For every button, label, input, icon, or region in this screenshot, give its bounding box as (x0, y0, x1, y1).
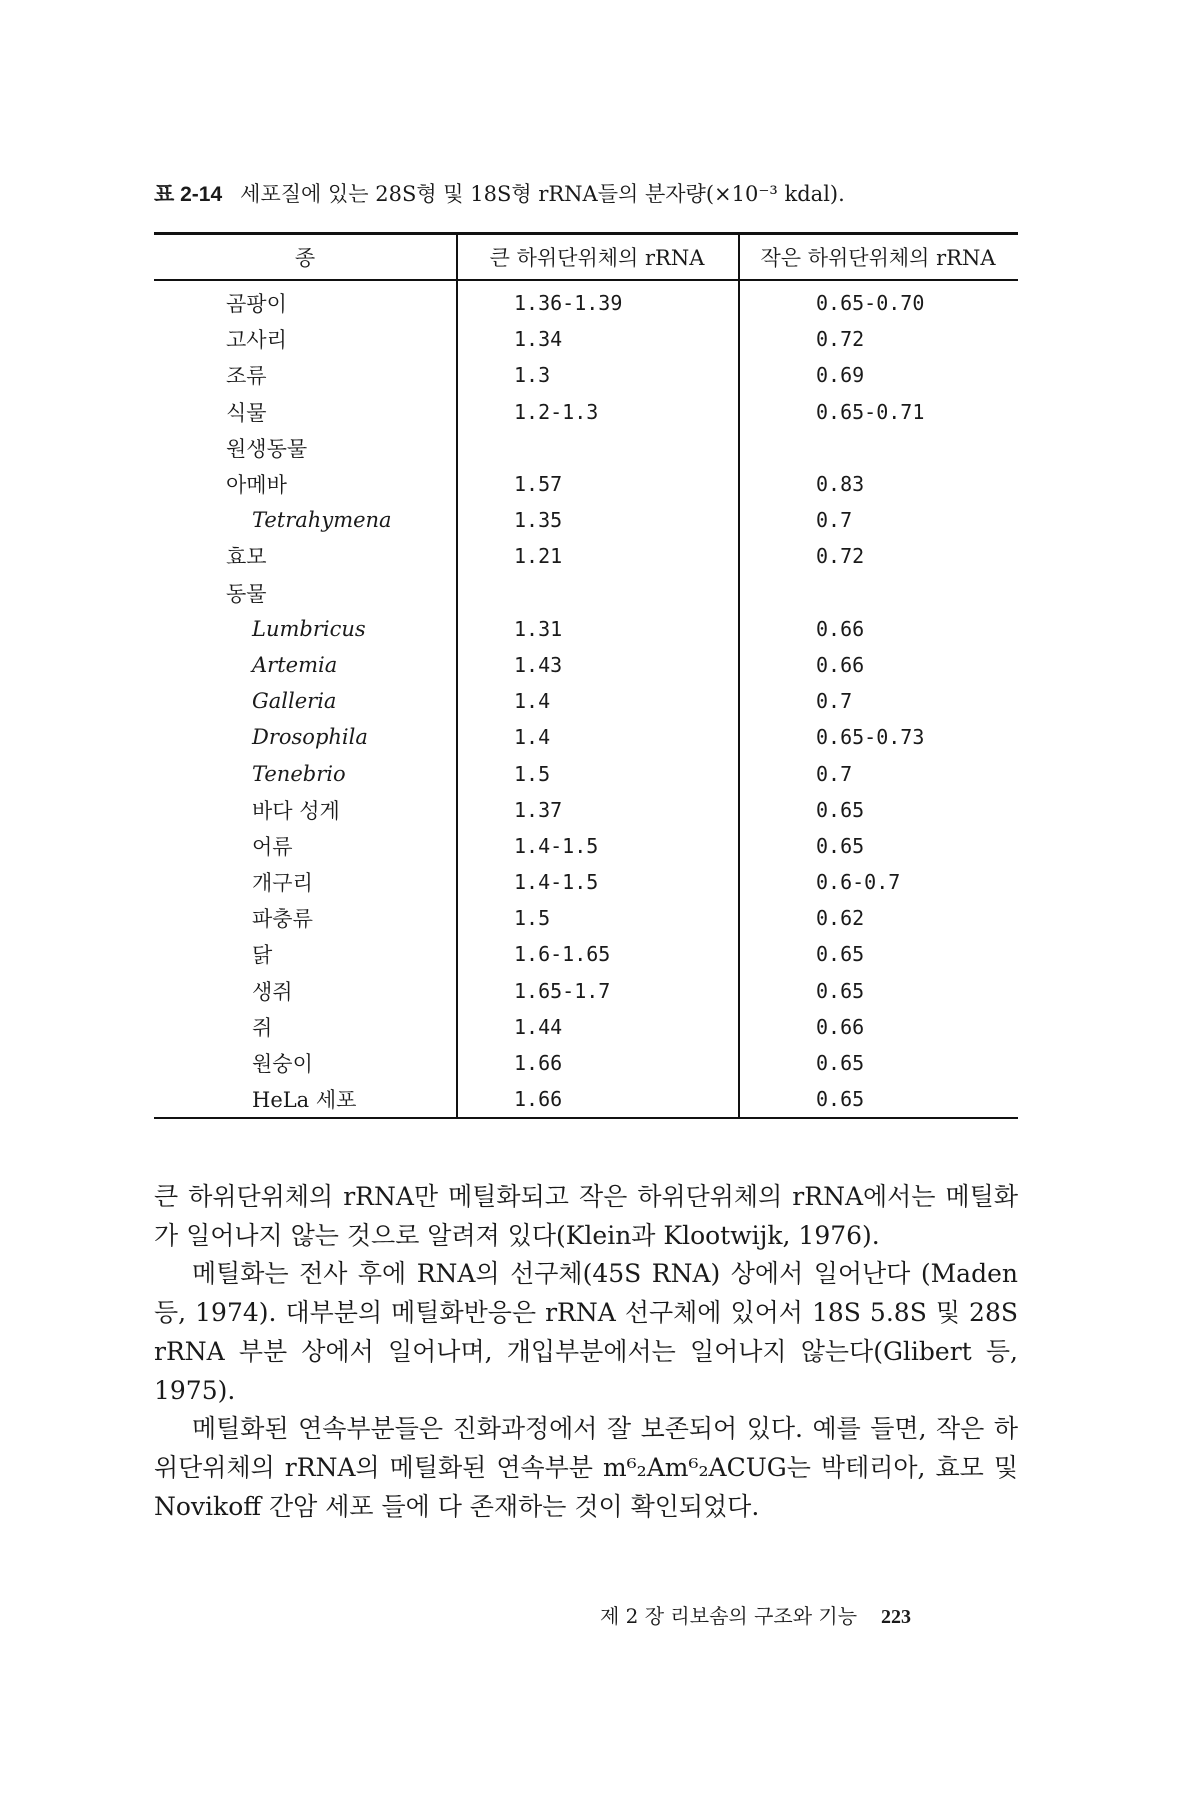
cell-large-subunit: 1.4 (514, 689, 551, 714)
table-row (154, 755, 1018, 791)
cell-large-subunit: 1.66 (514, 1087, 563, 1112)
table-row (154, 900, 1018, 936)
cell-small-subunit: 0.65 (816, 1087, 865, 1112)
cell-species: 아메바 (226, 473, 287, 498)
cell-large-subunit: 1.37 (514, 797, 563, 822)
cell-large-subunit: 1.6-1.65 (514, 942, 611, 967)
cell-small-subunit: 0.69 (816, 363, 865, 388)
cell-small-subunit: 0.65 (816, 978, 865, 1003)
cell-species: HeLa 세포 (252, 1088, 357, 1113)
table-row (154, 828, 1018, 864)
table-row (154, 575, 1018, 611)
cell-species: Lumbricus (252, 616, 366, 641)
cell-species: 효모 (226, 545, 267, 570)
column-divider (738, 281, 740, 1117)
cell-species: 생쥐 (252, 979, 293, 1004)
cell-large-subunit: 1.44 (514, 1014, 563, 1039)
body-text (154, 1178, 1018, 1526)
table-row (154, 611, 1018, 647)
cell-large-subunit: 1.4 (514, 725, 551, 750)
paragraph: 메틸화된 연속부분들은 진화과정에서 잘 보존되어 있다. 예를 들면, 작은 하위단위체의 rRNA의 메틸화된 연속부분 m⁶₂Am⁶₂ACUG는 박테리아, 효모 및 Novikoff 간암 세포 들에 다 존재하는 것이 확인되었다. (154, 1414, 1018, 1521)
cell-small-subunit: 0.65-0.70 (816, 291, 925, 316)
table-row (154, 792, 1018, 828)
molecular-weight-table (154, 232, 1018, 1119)
table-row (154, 357, 1018, 393)
table-title: 세포질에 있는 28S형 및 18S형 rRNA들의 분자량(×10⁻³ kdal). (240, 182, 845, 206)
cell-large-subunit: 1.34 (514, 327, 563, 352)
table-row (154, 683, 1018, 719)
cell-species: Tetrahymena (252, 508, 392, 533)
header-small-subunit: 작은 하위단위체의 rRNA (760, 246, 996, 270)
cell-species: 동물 (226, 581, 267, 606)
cell-species: 쥐 (252, 1015, 273, 1040)
cell-small-subunit: 0.6-0.7 (816, 870, 901, 895)
cell-species: 닭 (252, 943, 273, 968)
cell-species: 조류 (226, 364, 267, 389)
cell-small-subunit: 0.7 (816, 689, 853, 714)
cell-small-subunit: 0.66 (816, 652, 865, 677)
table-body (154, 281, 1018, 1117)
cell-small-subunit: 0.7 (816, 761, 853, 786)
cell-large-subunit: 1.65-1.7 (514, 978, 611, 1003)
table-row (154, 321, 1018, 357)
cell-small-subunit: 0.72 (816, 327, 865, 352)
table-row (154, 430, 1018, 466)
cell-species: 곰팡이 (226, 292, 287, 317)
paragraph: 큰 하위단위체의 rRNA만 메틸화되고 작은 하위단위체의 rRNA에서는 메틸화가 일어나지 않는 것으로 알려져 있다(Klein과 Klootwijk, 1976). (154, 1182, 1018, 1250)
table-bottom-rule (154, 1117, 1018, 1119)
column-divider (456, 235, 458, 279)
cell-small-subunit: 0.65 (816, 797, 865, 822)
cell-small-subunit: 0.65-0.71 (816, 399, 925, 424)
page-number: 223 (881, 1606, 912, 1628)
table-row (154, 538, 1018, 574)
cell-species: 원숭이 (252, 1052, 313, 1077)
cell-small-subunit: 0.7 (816, 508, 853, 533)
cell-species: Artemia (252, 652, 338, 677)
cell-small-subunit: 0.62 (816, 906, 865, 931)
table-row (154, 864, 1018, 900)
cell-large-subunit: 1.31 (514, 616, 563, 641)
header-large-subunit: 큰 하위단위체의 rRNA (489, 246, 705, 270)
table-row (154, 973, 1018, 1009)
cell-species: Galleria (252, 689, 337, 714)
cell-large-subunit: 1.43 (514, 652, 563, 677)
table-row (154, 285, 1018, 321)
table-row (154, 719, 1018, 755)
cell-species: Drosophila (252, 725, 368, 750)
cell-small-subunit: 0.66 (816, 1014, 865, 1039)
table-header (154, 235, 1018, 279)
cell-large-subunit: 1.2-1.3 (514, 399, 599, 424)
cell-species: 파충류 (252, 907, 313, 932)
cell-small-subunit: 0.72 (816, 544, 865, 569)
table-row (154, 647, 1018, 683)
table-row (154, 394, 1018, 430)
table-caption (154, 178, 1034, 208)
cell-small-subunit: 0.65 (816, 833, 865, 858)
cell-large-subunit: 1.5 (514, 761, 551, 786)
table-number: 표 2-14 (154, 183, 223, 206)
column-divider (738, 235, 740, 279)
cell-large-subunit: 1.35 (514, 508, 563, 533)
cell-species: 개구리 (252, 871, 313, 896)
cell-large-subunit: 1.36-1.39 (514, 291, 623, 316)
table-row (154, 1045, 1018, 1081)
cell-large-subunit: 1.3 (514, 363, 551, 388)
header-species: 종 (294, 246, 316, 270)
cell-large-subunit: 1.4-1.5 (514, 870, 599, 895)
cell-species: 고사리 (226, 328, 287, 353)
table-row (154, 466, 1018, 502)
column-divider (456, 281, 458, 1117)
paragraph: 메틸화는 전사 후에 RNA의 선구체(45S RNA) 상에서 일어난다 (Maden 등, 1974). 대부분의 메틸화반응은 rRNA 선구체에 있어서 18S 5.8S 및 28S rRNA 부분 상에서 일어나며, 개입부분에서는 일어나지 않는다(Glibert 등, 1975). (154, 1259, 1018, 1405)
cell-large-subunit: 1.57 (514, 472, 563, 497)
cell-small-subunit: 0.65 (816, 942, 865, 967)
table-row (154, 936, 1018, 972)
cell-species: 식물 (226, 400, 267, 425)
cell-species: 원생동물 (226, 436, 308, 461)
running-head: 제 2 장 리보솜의 구조와 기능 (600, 1604, 858, 1628)
cell-small-subunit: 0.65-0.73 (816, 725, 925, 750)
cell-large-subunit: 1.4-1.5 (514, 833, 599, 858)
cell-large-subunit: 1.66 (514, 1051, 563, 1076)
cell-small-subunit: 0.83 (816, 472, 865, 497)
cell-large-subunit: 1.21 (514, 544, 563, 569)
cell-species: Tenebrio (252, 761, 346, 786)
cell-species: 바다 성게 (252, 798, 340, 823)
cell-small-subunit: 0.65 (816, 1051, 865, 1076)
cell-large-subunit: 1.5 (514, 906, 551, 931)
cell-small-subunit: 0.66 (816, 616, 865, 641)
page-footer (600, 1600, 1020, 1629)
table-row (154, 502, 1018, 538)
cell-species: 어류 (252, 834, 293, 859)
table-row (154, 1081, 1018, 1117)
table-row (154, 1009, 1018, 1045)
